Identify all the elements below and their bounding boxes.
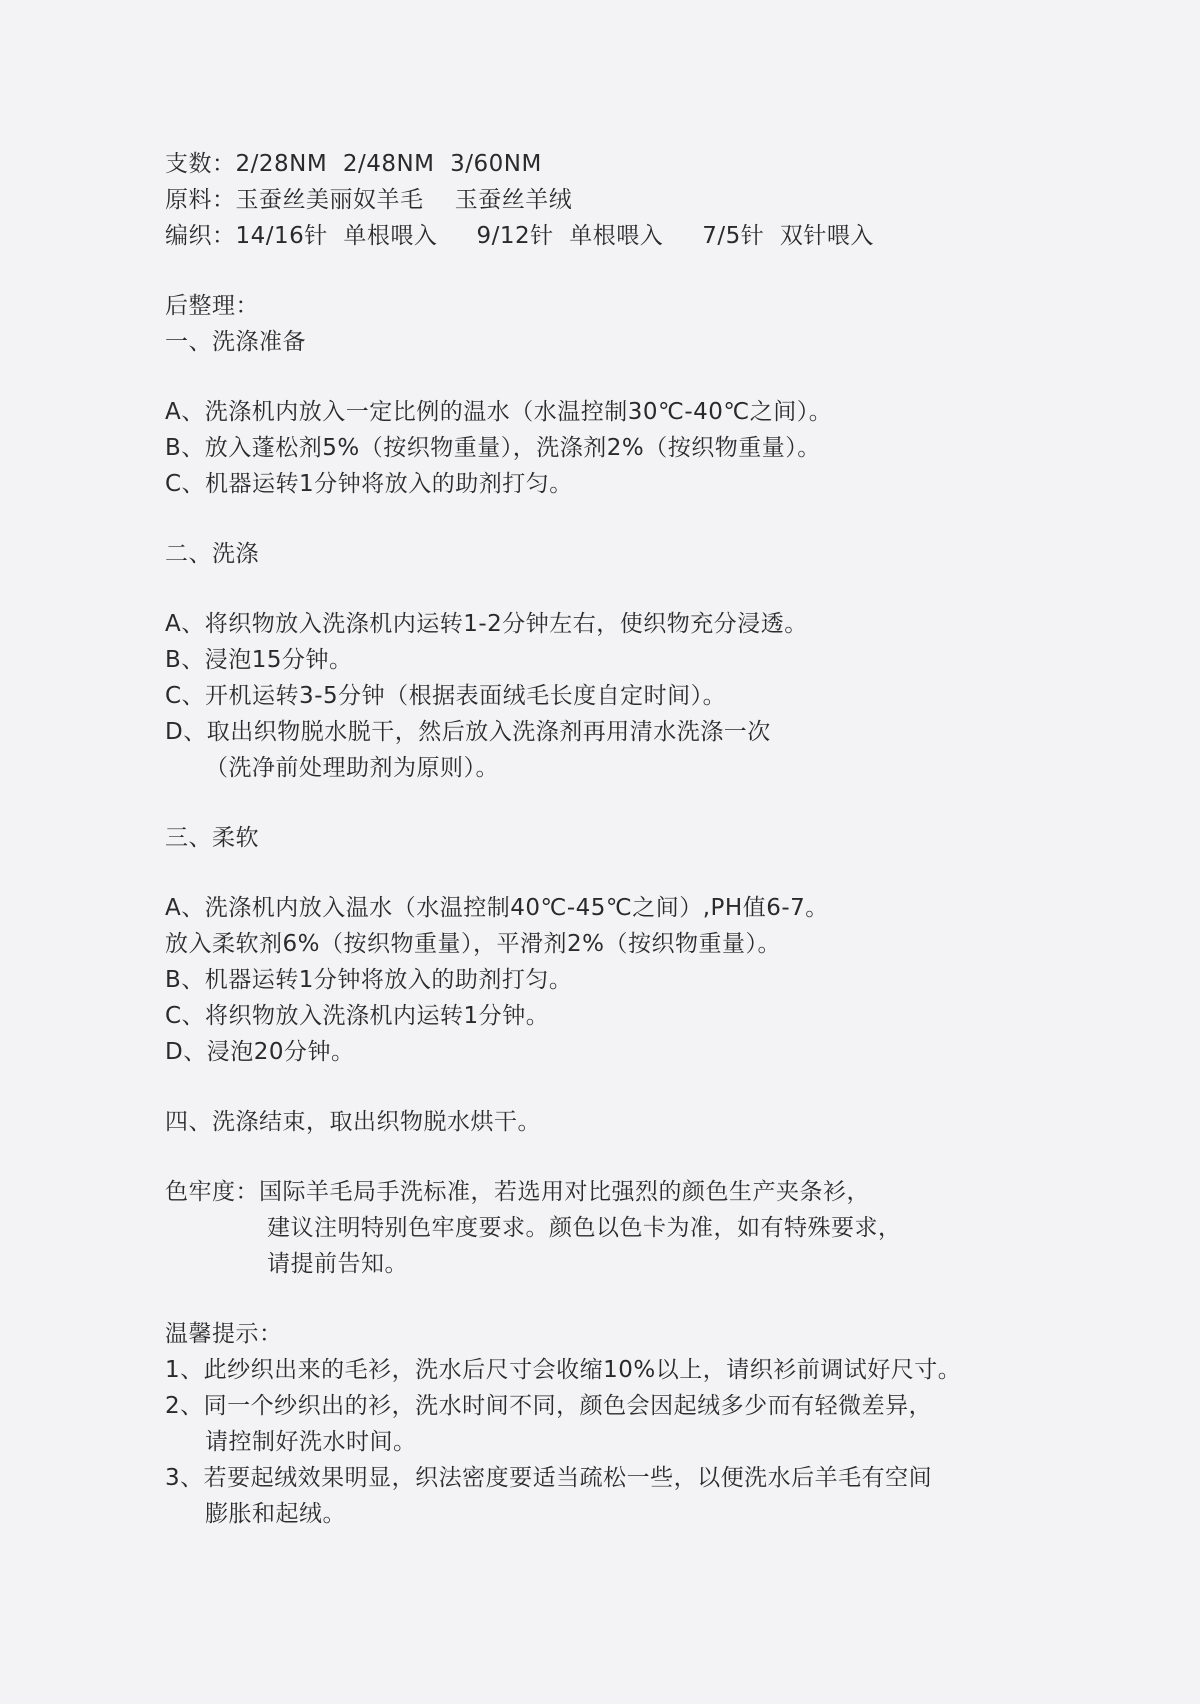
section-3-item-b: B、机器运转1分钟将放入的助剂打匀。 xyxy=(165,967,573,993)
tips-title: 温馨提示： xyxy=(165,1321,283,1347)
colorfastness-line-1: 色牢度：国际羊毛局手洗标准，若选用对比强烈的颜色生产夹条衫， xyxy=(165,1179,870,1205)
section-2-item-b: B、浸泡15分钟。 xyxy=(165,647,353,673)
tip-1: 1、此纱织出来的毛衫，洗水后尺寸会收缩10%以上，请织衫前调试好尺寸。 xyxy=(165,1357,962,1383)
finishing-title: 后整理： xyxy=(165,293,259,319)
colorfastness-line-3: 请提前告知。 xyxy=(267,1251,408,1277)
colorfastness-line-2: 建议注明特别色牢度要求。颜色以色卡为准，如有特殊要求， xyxy=(267,1215,902,1241)
section-3-item-a-cont: 放入柔软剂6%（按织物重量），平滑剂2%（按织物重量）。 xyxy=(165,931,781,957)
knitting-spec: 编织：14/16针 单根喂入 9/12针 单根喂入 7/5针 双针喂入 xyxy=(165,223,874,249)
section-4-title: 四、洗涤结束，取出织物脱水烘干。 xyxy=(165,1109,541,1135)
section-2-item-d: D、取出织物脱水脱干，然后放入洗涤剂再用清水洗涤一次 xyxy=(165,719,771,745)
tip-2: 2、同一个纱织出的衫，洗水时间不同，颜色会因起绒多少而有轻微差异， xyxy=(165,1393,933,1419)
tip-3-cont: 膨胀和起绒。 xyxy=(205,1501,346,1527)
section-3-item-c: C、将织物放入洗涤机内运转1分钟。 xyxy=(165,1003,550,1029)
section-1-item-c: C、机器运转1分钟将放入的助剂打匀。 xyxy=(165,471,573,497)
yarn-count: 支数：2/28NM 2/48NM 3/60NM xyxy=(165,151,542,177)
tip-3: 3、若要起绒效果明显，织法密度要适当疏松一些，以便洗水后羊毛有空间 xyxy=(165,1465,933,1491)
section-1-item-b: B、放入蓬松剂5%（按织物重量），洗涤剂2%（按织物重量）。 xyxy=(165,435,821,461)
section-2-item-c: C、开机运转3-5分钟（根据表面绒毛长度自定时间）。 xyxy=(165,683,727,709)
section-1-title: 一、洗涤准备 xyxy=(165,329,306,355)
section-3-item-d: D、浸泡20分钟。 xyxy=(165,1039,355,1065)
section-3-title: 三、柔软 xyxy=(165,825,259,851)
section-3-item-a: A、洗涤机内放入温水（水温控制40℃-45℃之间）,PH值6-7。 xyxy=(165,895,829,921)
section-2-item-a: A、将织物放入洗涤机内运转1-2分钟左右，使织物充分浸透。 xyxy=(165,611,808,637)
document-content xyxy=(165,146,1165,1532)
section-2-title: 二、洗涤 xyxy=(165,541,259,567)
raw-material: 原料：玉蚕丝美丽奴羊毛 玉蚕丝羊绒 xyxy=(165,187,573,213)
section-2-item-d-cont: （洗净前处理助剂为原则）。 xyxy=(205,755,499,781)
tip-2-cont: 请控制好洗水时间。 xyxy=(205,1429,417,1455)
section-1-item-a: A、洗涤机内放入一定比例的温水（水温控制30℃-40℃之间）。 xyxy=(165,399,833,425)
